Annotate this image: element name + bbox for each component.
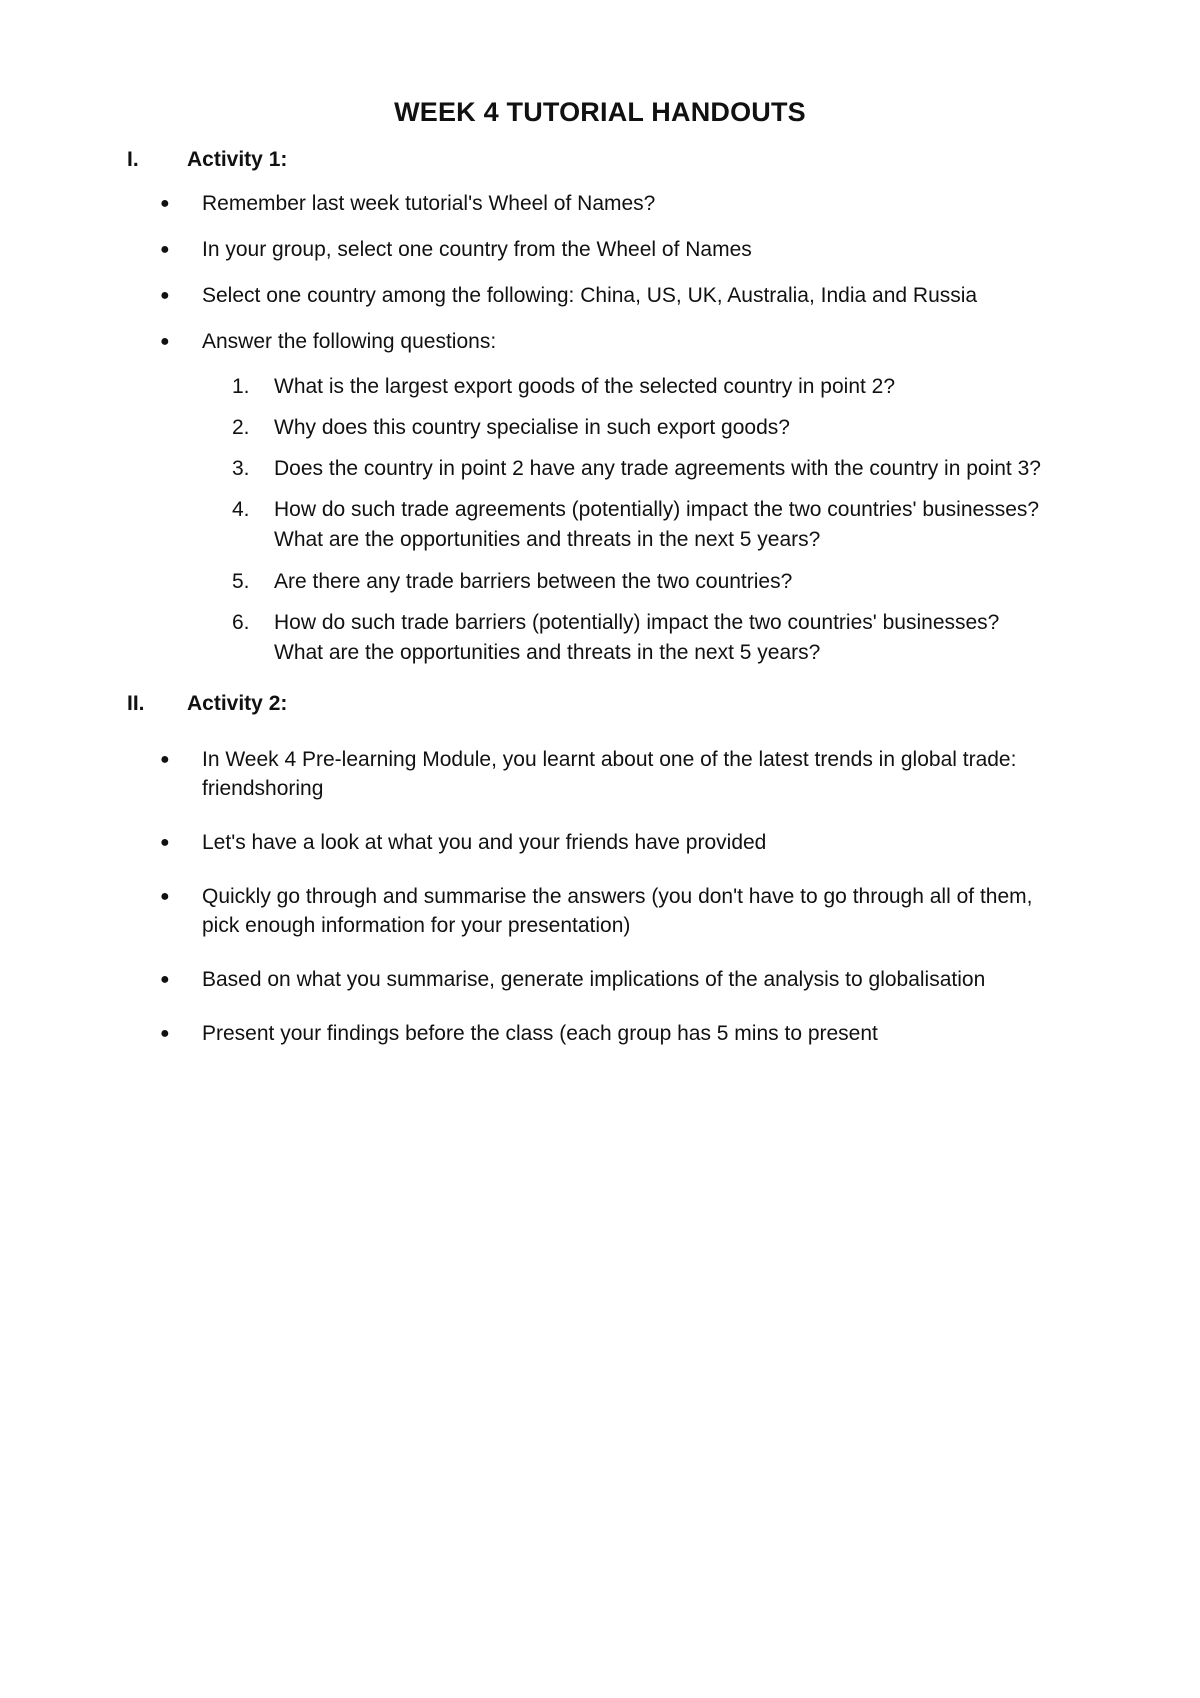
section-label: Activity 1: (187, 148, 288, 171)
bullet-icon: ● (160, 751, 170, 768)
page-title: WEEK 4 TUTORIAL HANDOUTS (394, 97, 806, 127)
bullet-icon: ● (160, 195, 170, 212)
bullet-icon: ● (160, 241, 170, 258)
bullet-icon: ● (160, 834, 170, 851)
document-page: WEEK 4 TUTORIAL HANDOUTS I. Activity 1: ● Remember last week tutorial's Wheel of Names? ● In your group, select one country from the Wheel of Names ● Select one country among the following: China, US, UK, Australia, India and Russia ● Answer the following questions: 1. What is the largest export goods of the selected country in point 2? 2. Why does this country specialise in such export goods? 3. Does the country in point 2 have any trade agreements with the country in point 3? 4. How do such trade agreements (potentially) impact the two countries' businesses? What are the opportunities and threats in the next 5 years? 5. Are there any trade barriers between the two countries? 6. How do such trade barriers (potentially) impact the two countries' businesses? What are the opportunities and threats in the next 5 years? II. Activity 2: ● In Week 4 Pre-learning Module, you learnt about one of the latest trends in global trade: friendshoring ● Let's have a look at what you and your friends have provided ● Quickly go through and summarise the answers (you don't have to go through all of them, pick enough information for your presentation) ● Based on what you summarise, generate implications of the analysis to globalisation ● Present your findings before the class (each group has 5 mins to present (0, 0, 1200, 1698)
bullet-icon: ● (160, 1025, 170, 1042)
section-label: Activity 2: (187, 692, 288, 715)
bullet-icon: ● (160, 333, 170, 350)
bullet-icon: ● (160, 888, 170, 905)
bullet-icon: ● (160, 971, 170, 988)
section-number: II. (127, 692, 145, 715)
bullet-icon: ● (160, 287, 170, 304)
section-number: I. (127, 148, 139, 171)
